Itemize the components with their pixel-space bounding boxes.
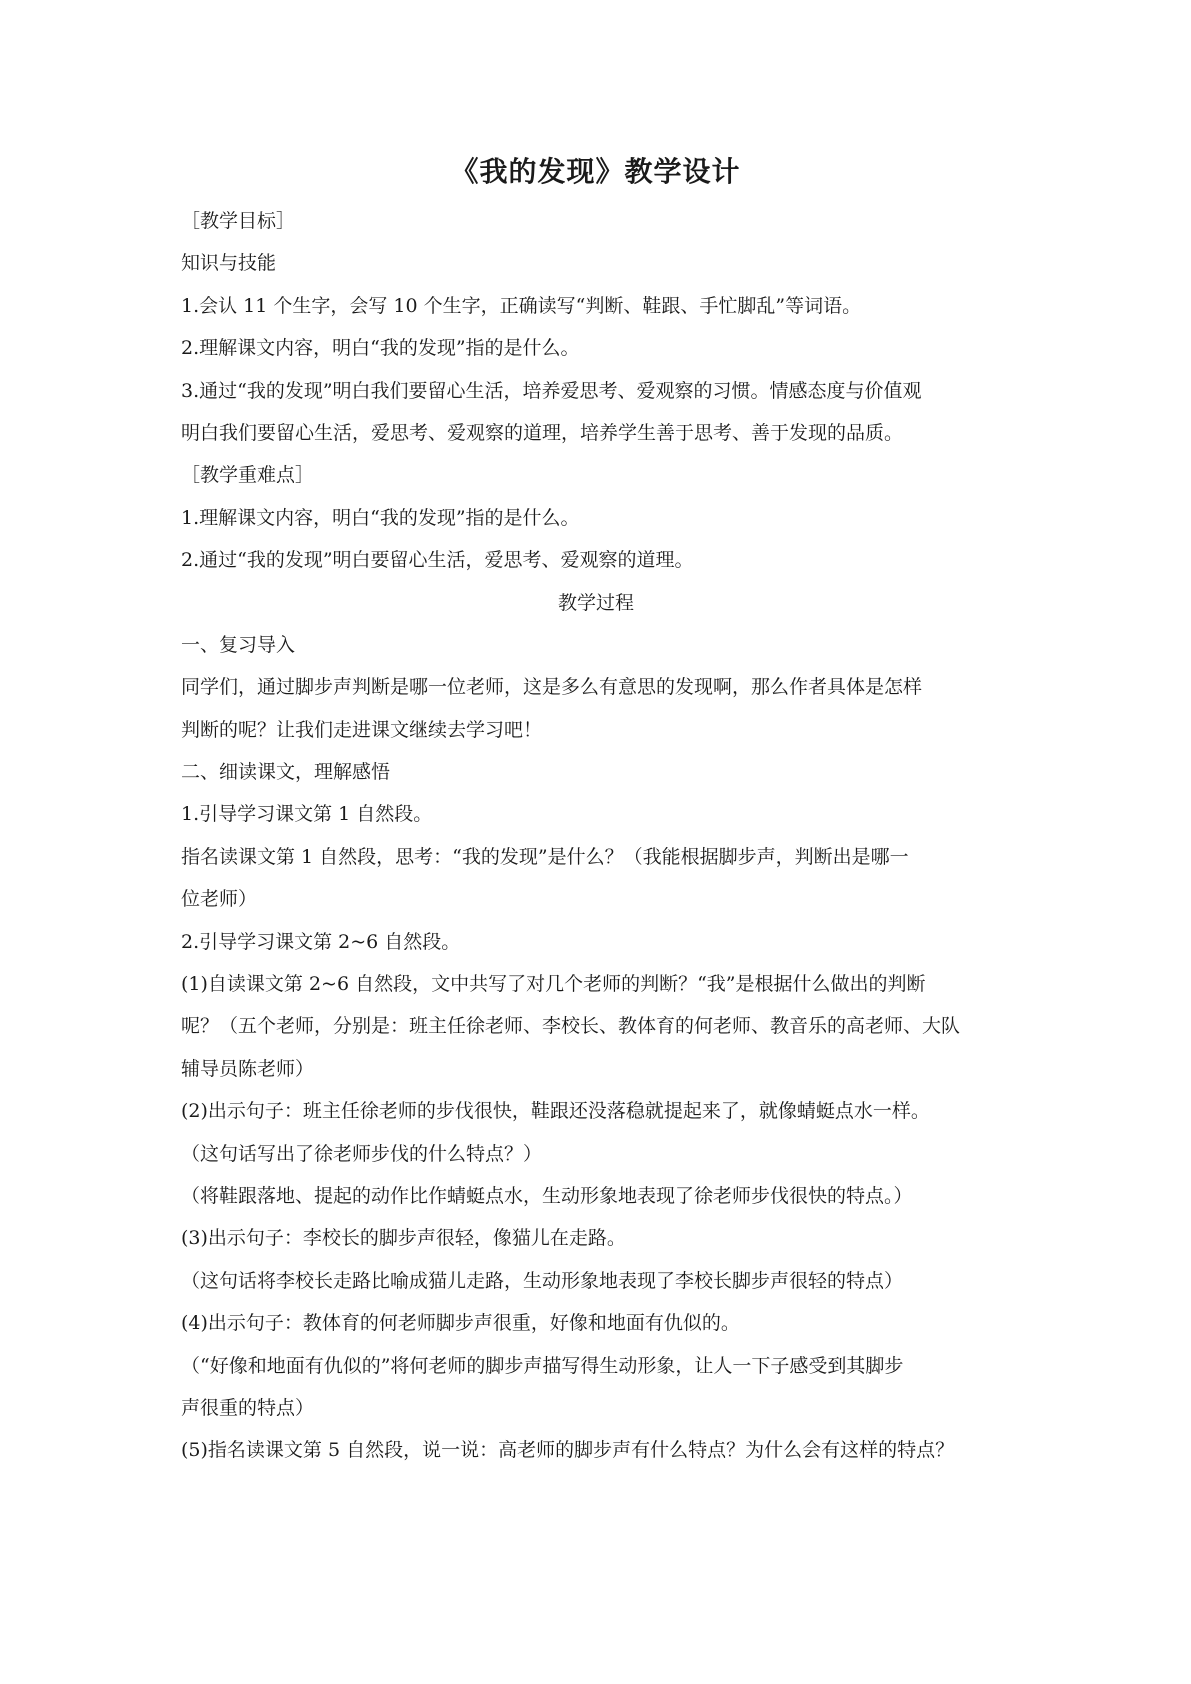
section-heading-process: 教学过程 — [557, 591, 634, 614]
subheading-knowledge-skills: 知识与技能 — [181, 252, 277, 275]
paragraph-line: (4)出示句子：教体育的何老师脚步声很重，好像和地面有仇似的。 — [181, 1312, 740, 1335]
objective-item: 3.通过“我的发现”明白我们要留心生活，培养爱思考、爱观察的习惯。情感态度与价值观 — [181, 379, 922, 402]
step-heading: 二、细读课文，理解感悟 — [181, 761, 391, 784]
paragraph-line: 位老师） — [181, 888, 258, 911]
paragraph-line: 判断的呢？让我们走进课文继续去学习吧！ — [181, 718, 543, 741]
paragraph-line: （“好像和地面有仇似的”将何老师的脚步声描写得生动形象，让人一下子感受到其脚步 — [181, 1354, 904, 1377]
page-title: 《我的发现》教学设计 — [450, 155, 741, 188]
paragraph-line: (2)出示句子：班主任徐老师的步伐很快，鞋跟还没落稳就提起来了，就像蜻蜓点水一样。 — [181, 1100, 930, 1123]
paragraph-line: （将鞋跟落地、提起的动作比作蜻蜓点水，生动形象地表现了徐老师步伐很快的特点。） — [181, 1184, 913, 1207]
paragraph-line: 同学们，通过脚步声判断是哪一位老师，这是多么有意思的发现啊，那么作者具体是怎样 — [181, 676, 923, 699]
section-heading-key-points: ［教学重难点］ — [181, 464, 315, 487]
paragraph-line: (1)自读课文第 2~6 自然段，文中共写了对几个老师的判断？“我”是根据什么做出的判断 — [181, 973, 926, 996]
paragraph-line: 辅导员陈老师） — [181, 1057, 315, 1080]
paragraph-line: （这句话写出了徐老师步伐的什么特点？） — [181, 1142, 543, 1165]
objective-item: 1.会认 11 个生字，会写 10 个生字，正确读写“判断、鞋跟、手忙脚乱”等词语。 — [181, 294, 862, 317]
paragraph-line: 指名读课文第 1 自然段，思考：“我的发现”是什么？（我能根据脚步声，判断出是哪一 — [181, 845, 909, 868]
paragraph-line: 呢？（五个老师，分别是：班主任徐老师、李校长、教体育的何老师、教音乐的高老师、大队 — [181, 1015, 961, 1038]
paragraph-line: (5)指名读课文第 5 自然段，说一说：高老师的脚步声有什么特点？为什么会有这样的特点？ — [181, 1439, 955, 1462]
key-point-item: 2.通过“我的发现”明白要留心生活，爱思考、爱观察的道理。 — [181, 549, 694, 572]
paragraph-line: 1.引导学习课文第 1 自然段。 — [181, 803, 433, 826]
section-heading-objectives: ［教学目标］ — [181, 210, 296, 232]
paragraph-line: 2.引导学习课文第 2~6 自然段。 — [181, 930, 461, 953]
paragraph-line: (3)出示句子：李校长的脚步声很轻，像猫儿在走路。 — [181, 1227, 626, 1250]
paragraph-line: （这句话将李校长走路比喻成猫儿走路，生动形象地表现了李校长脚步声很轻的特点） — [181, 1269, 904, 1292]
paragraph-line: 声很重的特点） — [181, 1396, 315, 1419]
objective-item: 2.理解课文内容，明白“我的发现”指的是什么。 — [181, 337, 580, 360]
step-heading: 一、复习导入 — [181, 633, 296, 656]
paragraph-line: 明白我们要留心生活，爱思考、爱观察的道理，培养学生善于思考、善于发现的品质。 — [181, 421, 904, 444]
document-body — [181, 200, 1031, 1472]
key-point-item: 1.理解课文内容，明白“我的发现”指的是什么。 — [181, 506, 580, 529]
